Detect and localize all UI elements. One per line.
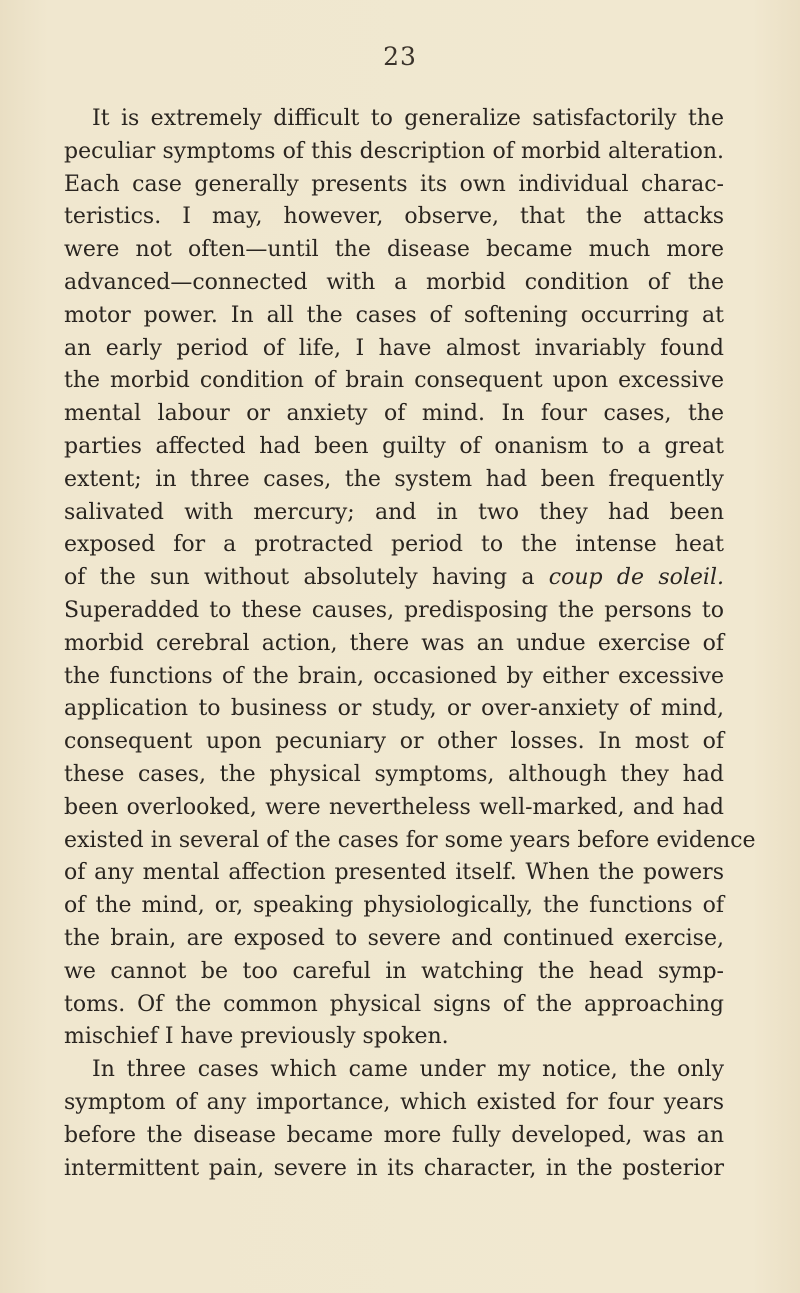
text-line: advanced—connected with a morbid condition of the <box>64 269 724 295</box>
text-line: these cases, the physical symptoms, although they had <box>64 761 724 787</box>
text-line: the functions of the brain, occasioned by either excessive <box>64 663 724 689</box>
text-line: toms. Of the common physical signs of the approaching <box>64 991 724 1017</box>
text-line: were not often—until the disease became much more <box>64 237 724 263</box>
text-line: morbid cerebral action, there was an undue exercise of <box>64 630 724 656</box>
text-line: we cannot be too careful in watching the head symp- <box>64 958 724 984</box>
text-line: intermittent pain, severe in its character, in the posterior <box>64 1155 724 1181</box>
body-text <box>64 103 756 1185</box>
text-line: existed in several of the cases for some years before evidence <box>64 827 756 853</box>
text-line: teristics. I may, however, observe, that the attacks <box>64 204 724 230</box>
text-line: Each case generally presents its own individual charac- <box>64 171 724 197</box>
text-line: motor power. In all the cases of softening occurring at <box>64 302 724 328</box>
text-line: consequent upon pecuniary or other losses. In most of <box>64 729 724 755</box>
text-line: application to business or study, or over-anxiety of mind, <box>64 696 724 722</box>
text-line-part: of the sun without absolutely having a <box>64 565 549 591</box>
text-line: It is extremely difficult to generalize satisfactorily the <box>92 106 724 131</box>
text-line: peculiar symptoms of this description of morbid alteration. <box>64 138 724 164</box>
text-line: mischief I have previously spoken. <box>64 1024 449 1050</box>
text-line-with-italic <box>64 562 724 595</box>
text-line: of any mental affection presented itself. When the powers <box>64 860 724 886</box>
text-line: parties affected had been guilty of onanism to a great <box>64 433 724 459</box>
text-line: of the mind, or, speaking physiologically, the functions of <box>64 893 724 919</box>
text-line: Superadded to these causes, predisposing the persons to <box>64 597 724 623</box>
page-number: 23 <box>383 42 417 71</box>
text-line: before the disease became more fully developed, was an <box>64 1122 724 1148</box>
text-line: been overlooked, were nevertheless well-marked, and had <box>64 794 724 820</box>
paragraph-1 <box>64 103 756 1054</box>
italic-phrase: coup de soleil. <box>548 565 724 591</box>
text-line: the brain, are exposed to severe and continued exercise, <box>64 925 724 951</box>
text-line: symptom of any importance, which existed for four years <box>64 1089 724 1115</box>
text-line: an early period of life, I have almost invariably found <box>64 335 724 361</box>
text-line: exposed for a protracted period to the intense heat <box>64 532 724 558</box>
text-line: In three cases which came under my notice, the only <box>92 1057 724 1083</box>
text-line: mental labour or anxiety of mind. In four cases, the <box>64 401 724 427</box>
paragraph-2 <box>64 1054 724 1185</box>
text-line: extent; in three cases, the system had been frequently <box>64 466 724 492</box>
text-line: the morbid condition of brain consequent upon excessive <box>64 368 724 394</box>
text-line: salivated with mercury; and in two they had been <box>64 499 724 525</box>
